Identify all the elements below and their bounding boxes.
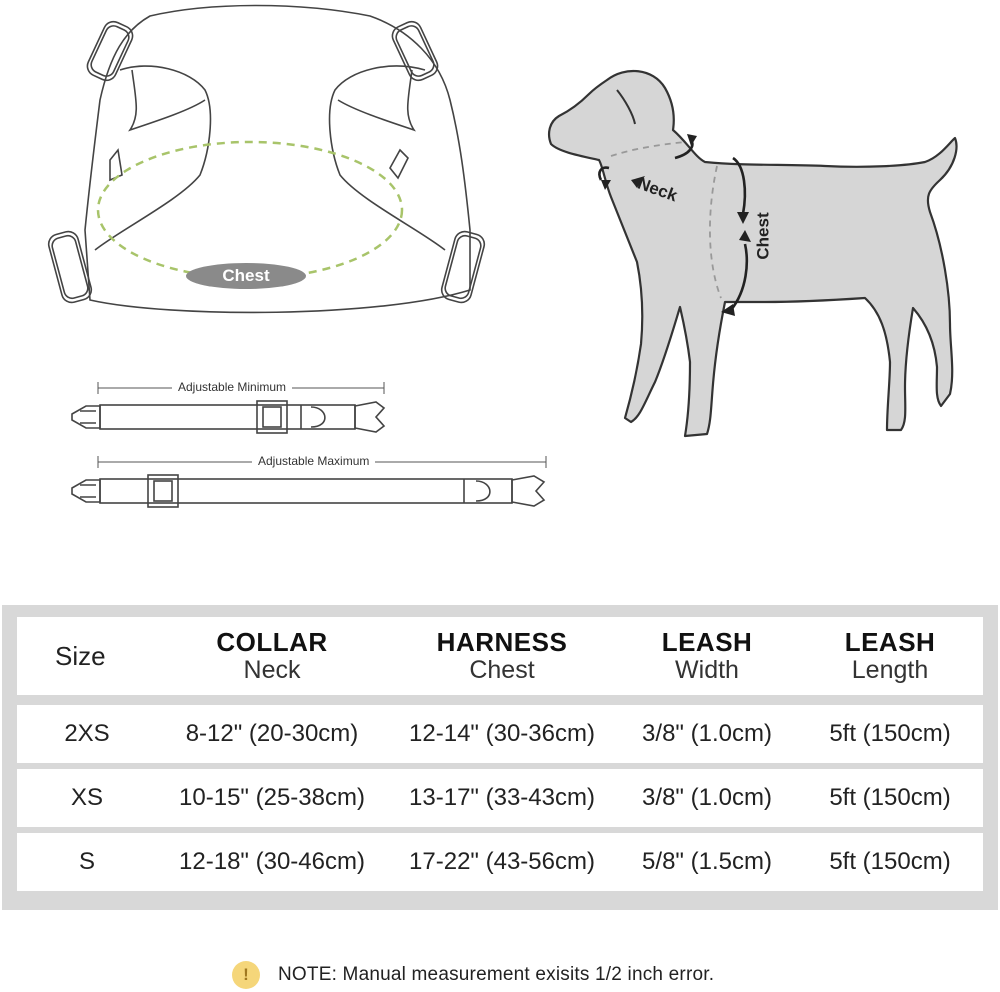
harness-drawing <box>40 0 500 340</box>
header-leash-length-title: LEASH <box>844 627 936 657</box>
harness-cell: 13-17" (33-43cm) <box>409 784 595 811</box>
table-header-row <box>17 617 983 695</box>
header-leash-length-sub: Length <box>851 656 929 684</box>
header-harness-sub: Chest <box>469 656 535 684</box>
harness-cell: 12-14" (30-36cm) <box>409 720 595 747</box>
leash-length-cell: 5ft (150cm) <box>829 720 951 747</box>
header-collar-sub: Neck <box>243 656 301 684</box>
size-cell: XS <box>70 784 103 811</box>
leash-length-cell: 5ft (150cm) <box>829 848 951 875</box>
header-leash-width <box>617 628 797 684</box>
note-text: NOTE: Manual measurement exisits 1/2 inch error. <box>278 964 715 985</box>
measurement-note <box>232 958 792 992</box>
size-cell: 2XS <box>64 720 110 747</box>
collar-cell: 8-12" (20-30cm) <box>185 720 359 747</box>
leash-width-cell: 3/8" (1.0cm) <box>642 720 772 747</box>
leash-width-cell: 3/8" (1.0cm) <box>642 784 772 811</box>
collar-cell: 10-15" (25-38cm) <box>179 784 365 811</box>
size-table <box>2 605 998 910</box>
warning-icon: ! <box>232 961 260 989</box>
header-leash-width-title: LEASH <box>661 627 753 657</box>
leash-length-cell: 5ft (150cm) <box>829 784 951 811</box>
collar-max-label: Adjustable Maximum <box>252 454 375 468</box>
header-collar <box>157 628 387 684</box>
leash-width-cell: 5/8" (1.5cm) <box>642 848 772 875</box>
size-cell: S <box>78 848 95 875</box>
table-row <box>17 769 983 827</box>
harness-chest-label: Chest <box>222 266 270 285</box>
dog-chest-label: Chest <box>753 212 773 260</box>
table-row <box>17 705 983 763</box>
header-leash-length <box>797 628 983 684</box>
dog-neck-label: Neck <box>635 173 680 206</box>
harness-cell: 17-22" (43-56cm) <box>409 848 595 875</box>
header-leash-width-sub: Width <box>675 656 739 684</box>
table-row <box>17 833 983 891</box>
header-harness <box>387 628 617 684</box>
collar-cell: 12-18" (30-46cm) <box>179 848 365 875</box>
collar-min-label: Adjustable Minimum <box>172 380 292 394</box>
header-size: Size <box>55 640 106 671</box>
header-collar-title: COLLAR <box>216 627 328 657</box>
header-harness-title: HARNESS <box>436 627 568 657</box>
